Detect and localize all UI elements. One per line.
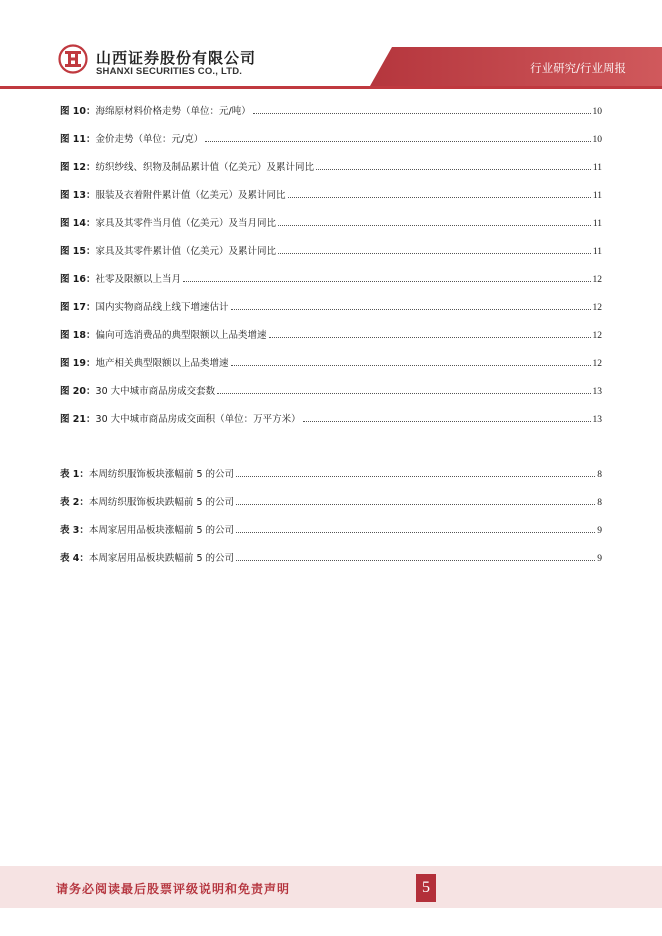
toc-entry-page: 8 — [597, 498, 602, 508]
toc-entry[interactable] — [60, 383, 602, 401]
disclaimer-notice[interactable]: 请务必阅读最后股票评级说明和免责声明 — [56, 882, 291, 896]
toc-entry-label: 表 2： — [60, 497, 89, 508]
toc-entry-page: 9 — [597, 526, 602, 536]
toc-entry-label: 图 17： — [60, 302, 96, 313]
toc-entry-title: 家具及其零件累计值（亿美元）及累计同比 — [95, 246, 277, 257]
toc-entry[interactable] — [60, 299, 602, 317]
company-name-cn: 山西证券股份有限公司 — [96, 49, 257, 67]
toc-leader-dots — [236, 476, 595, 477]
toc-leader-dots — [236, 504, 595, 505]
toc-entry[interactable] — [60, 131, 602, 149]
toc-entry-page: 12 — [592, 331, 602, 341]
toc-entry-page: 8 — [597, 470, 602, 480]
company-logo-icon — [58, 44, 88, 74]
toc-entry-page: 12 — [592, 275, 602, 285]
toc-entry-page: 10 — [592, 135, 602, 145]
toc-entry[interactable] — [60, 494, 602, 512]
toc-leader-dots — [278, 225, 591, 226]
toc-entry-title: 本周纺织服饰板块跌幅前 5 的公司 — [88, 497, 235, 508]
toc-entry-page: 11 — [592, 247, 602, 257]
toc-entry-page: 12 — [592, 359, 602, 369]
toc-leader-dots — [316, 169, 591, 170]
report-type: 行业研究/行业周报 — [530, 61, 626, 75]
toc-leader-dots — [231, 365, 591, 366]
toc-entry[interactable] — [60, 522, 602, 540]
toc-entry-page: 12 — [592, 303, 602, 313]
toc-entry-title: 30 大中城市商品房成交套数 — [95, 386, 216, 397]
toc-entry-title: 纺织纱线、织物及制品累计值（亿美元）及累计同比 — [95, 162, 315, 173]
toc-entry-label: 图 12： — [60, 162, 96, 173]
toc-entry-label: 图 18： — [60, 330, 96, 341]
toc-entry[interactable] — [60, 159, 602, 177]
toc-entry-title: 本周家居用品板块涨幅前 5 的公司 — [88, 525, 235, 536]
toc-entry-title: 金价走势（单位：元/克） — [95, 134, 204, 145]
toc-leader-dots — [231, 309, 591, 310]
toc-entry-title: 家具及其零件当月值（亿美元）及当月同比 — [95, 218, 277, 229]
toc-entry-page: 11 — [592, 191, 602, 201]
toc-entry[interactable] — [60, 243, 602, 261]
toc-entry-title: 偏向可选消费品的典型限额以上品类增速 — [95, 330, 267, 341]
toc-leader-dots — [217, 393, 590, 394]
toc-entry[interactable] — [60, 215, 602, 233]
page-footer — [0, 866, 662, 908]
toc-entry[interactable] — [60, 187, 602, 205]
toc-entry-title: 海绵原材料价格走势（单位：元/吨） — [95, 106, 251, 117]
toc-entry-page: 11 — [592, 219, 602, 229]
toc-entry-title: 本周家居用品板块跌幅前 5 的公司 — [88, 553, 235, 564]
page-number: 5 — [416, 874, 436, 902]
toc-entry-title: 服装及衣着附件累计值（亿美元）及累计同比 — [95, 190, 286, 201]
toc-entry-label: 图 14： — [60, 218, 96, 229]
toc-entry[interactable] — [60, 466, 602, 484]
company-name-en: SHANXI SECURITIES CO., LTD. — [96, 66, 243, 77]
toc-entry[interactable] — [60, 271, 602, 289]
toc-leader-dots — [288, 197, 591, 198]
toc-entry-label: 图 15： — [60, 246, 96, 257]
toc-entry-label: 图 10： — [60, 106, 96, 117]
toc-entry-title: 社零及限额以上当月 — [95, 274, 182, 285]
toc-entry-label: 图 11： — [60, 134, 96, 145]
toc-entry[interactable] — [60, 550, 602, 568]
toc-entry-label: 表 3： — [60, 525, 89, 536]
toc-entry-label: 表 1： — [60, 469, 89, 480]
toc-leader-dots — [253, 113, 591, 114]
toc-leader-dots — [278, 253, 591, 254]
toc-entry-title: 本周纺织服饰板块涨幅前 5 的公司 — [88, 469, 235, 480]
toc-entry-title: 国内实物商品线上线下增速估计 — [95, 302, 229, 313]
toc-leader-dots — [303, 421, 591, 422]
toc-entry-page: 10 — [592, 107, 602, 117]
toc-entry-label: 图 21： — [60, 414, 96, 425]
page-header — [0, 0, 662, 98]
toc-entry[interactable] — [60, 103, 602, 121]
toc-entry-label: 图 20： — [60, 386, 96, 397]
toc-entry-page: 9 — [597, 554, 602, 564]
toc-entry-label: 图 16： — [60, 274, 96, 285]
toc-leader-dots — [205, 141, 590, 142]
toc-entry[interactable] — [60, 327, 602, 345]
toc-leader-dots — [269, 337, 591, 338]
toc-leader-dots — [183, 281, 590, 282]
toc-entry-title: 地产相关典型限额以上品类增速 — [95, 358, 229, 369]
toc-entry-page: 11 — [592, 163, 602, 173]
toc-entry-label: 图 13： — [60, 190, 96, 201]
toc-entry-page: 13 — [592, 387, 602, 397]
toc-entry-page: 13 — [592, 415, 602, 425]
toc-entry-title: 30 大中城市商品房成交面积（单位：万平方米） — [95, 414, 301, 425]
toc-leader-dots — [236, 532, 595, 533]
toc-entry-label: 表 4： — [60, 553, 89, 564]
toc-leader-dots — [236, 560, 595, 561]
toc-entry-label: 图 19： — [60, 358, 96, 369]
toc-entry[interactable] — [60, 355, 602, 373]
toc-entry[interactable] — [60, 411, 602, 429]
